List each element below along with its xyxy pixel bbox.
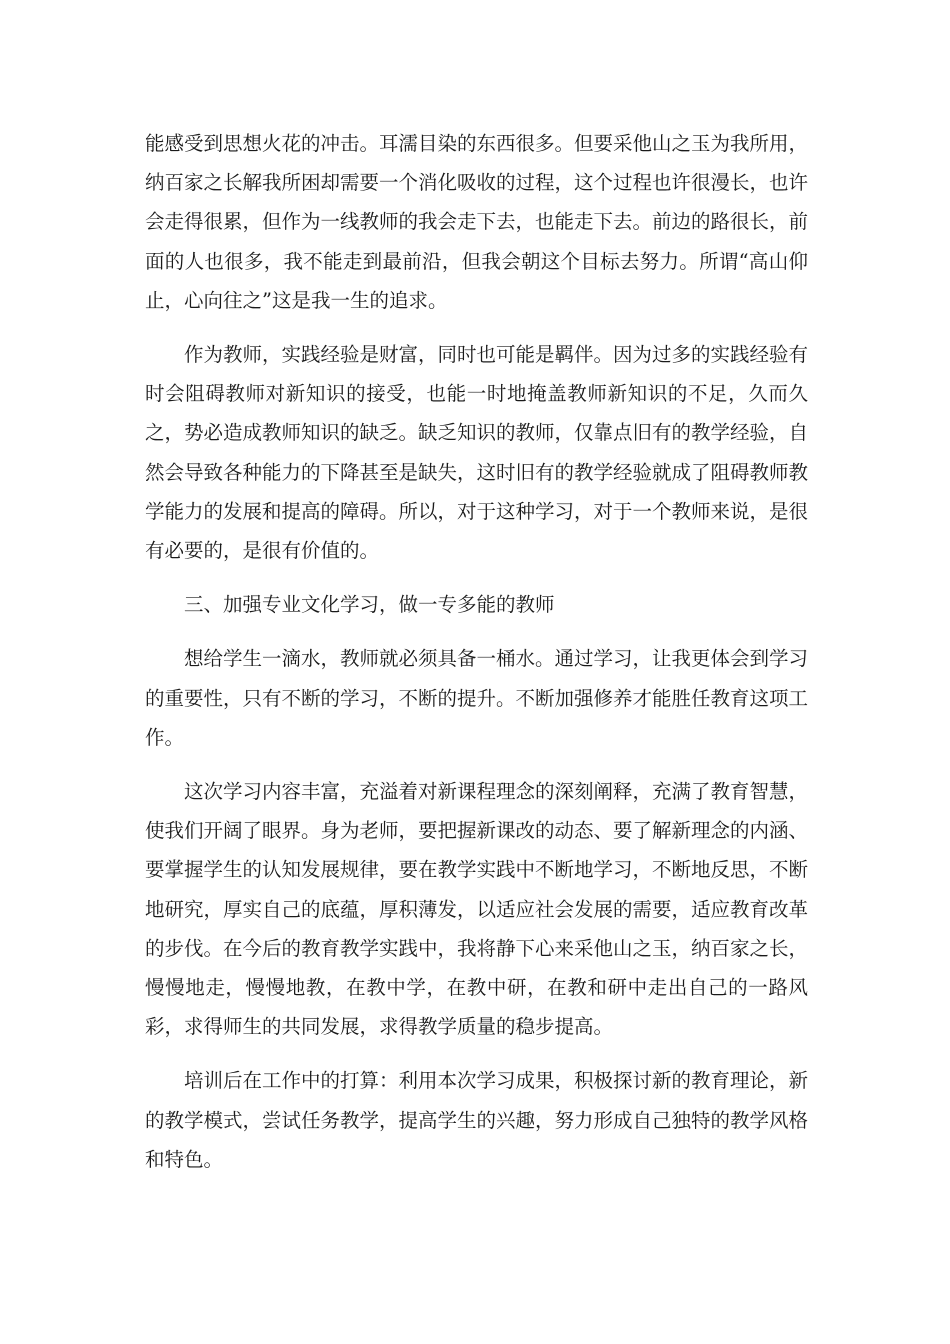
paragraph-work-plan: 培训后在工作中的打算：利用本次学习成果，积极探讨新的教育理论，新的教学模式，尝试任务教学，提高学生的兴趣，努力形成自己独特的教学风格和特色。 — [145, 1069, 809, 1171]
document-body — [145, 124, 808, 1194]
paragraph-continuation: 能感受到思想火花的冲击。耳濡目染的东西很多。但要采他山之玉为我所用，纳百家之长解我所困却需要一个消化吸收的过程，这个过程也许很漫长，也许会走得很累，但作为一线教师的我会走下去，也能走下去。前边的路很长，前面的人也很多，我不能走到最前沿，但我会朝这个目标去努力。所谓“高山仰止，心向往之”这是我一生的追求。 — [145, 132, 809, 312]
section-heading-three: 三、加强专业文化学习，做一专多能的教师 — [184, 593, 555, 617]
paragraph-practice-experience: 作为教师，实践经验是财富，同时也可能是羁伴。因为过多的实践经验有时会阻碍教师对新知识的接受，也能一时地掩盖教师新知识的不足，久而久之，势必造成教师知识的缺乏。缺乏知识的教师，仅靠点旧有的教学经验，自然会导致各种能力的下降甚至是缺失，这时旧有的教学经验就成了阻碍教师教学能力的发展和提高的障碍。所以，对于这种学习，对于一个教师来说，是很有必要的，是很有价值的。 — [145, 343, 809, 563]
paragraph-bucket-of-water: 想给学生一滴水，教师就必须具备一桶水。通过学习，让我更体会到学习的重要性，只有不断的学习，不断的提升。不断加强修养才能胜任教育这项工作。 — [145, 647, 809, 749]
paragraph-learning-content: 这次学习内容丰富，充溢着对新课程理念的深刻阐释，充满了教育智慧，使我们开阔了眼界。身为老师，要把握新课改的动态、要了解新理念的内涵、要掌握学生的认知发展规律，要在教学实践中不断地学习，不断地反思，不断地研究，厚实自己的底蕴，厚积薄发，以适应社会发展的需要，适应教育改革的步伐。在今后的教育教学实践中，我将静下心来采他山之玉，纳百家之长，慢慢地走，慢慢地教，在教中学，在教中研，在教和研中走出自己的一路风彩，求得师生的共同发展，求得教学质量的稳步提高。 — [145, 780, 809, 1039]
